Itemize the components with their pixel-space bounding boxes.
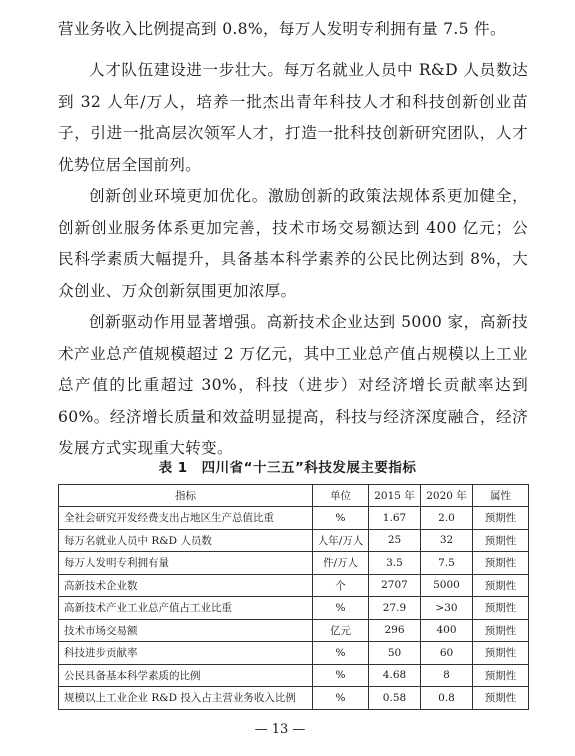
paragraph-talent: 人才队伍建设进一步壮大。每万名就业人员中 R&D 人员数达到 32 人年/万人，培养一批杰出青年科技人才和科技创新创业苗子，引进一批高层次领军人才，打造一批科技创新研究团队，人才优势位居全国前列。	[58, 61, 528, 174]
value-2015-cell: 25	[369, 529, 421, 552]
value-2015-cell: 0.58	[369, 687, 421, 710]
value-2020-cell: 0.8	[421, 687, 473, 710]
indicators-table	[58, 484, 529, 710]
attribute-cell: 预期性	[473, 529, 529, 552]
attribute-cell: 预期性	[473, 619, 529, 642]
value-2020-cell: 60	[421, 642, 473, 665]
indicator-cell: 公民具备基本科学素质的比例	[59, 664, 313, 687]
unit-cell: %	[313, 507, 369, 530]
unit-cell: 件/万人	[313, 552, 369, 575]
unit-cell: %	[313, 642, 369, 665]
table-row	[59, 687, 529, 710]
attribute-cell: 预期性	[473, 507, 529, 530]
value-2020-cell: 8	[421, 664, 473, 687]
unit-cell: 个	[313, 574, 369, 597]
table-row	[59, 552, 529, 575]
indicator-cell: 高新技术企业数	[59, 574, 313, 597]
paragraph-innovation-drive: 创新驱动作用显著增强。高新技术企业达到 5000 家，高新技术产业总产值规模超过 2 万亿元，其中工业总产值占规模以上工业总产值的比重超过 30%，科技（进步）对经济增长贡献率达到 60%。经济增长质量和效益明显提高，科技与经济深度融合，经济发展方式实现重大转变。	[58, 313, 528, 457]
page-number: — 13 —	[254, 722, 306, 737]
indicator-cell: 规模以上工业企业 R&D 投入占主营业务收入比例	[59, 687, 313, 710]
table-row	[59, 619, 529, 642]
value-2015-cell: 1.67	[369, 507, 421, 530]
value-2020-cell: 32	[421, 529, 473, 552]
indicator-cell: 高新技术产业工业总产值占工业比重	[59, 597, 313, 620]
attribute-cell: 预期性	[473, 552, 529, 575]
value-2020-cell: 5000	[421, 574, 473, 597]
value-2020-cell: 2.0	[421, 507, 473, 530]
header-2015: 2015 年	[369, 485, 421, 507]
value-2015-cell: 296	[369, 619, 421, 642]
table-caption: 表 1 四川省“十三五”科技发展主要指标	[158, 460, 417, 476]
value-2015-cell: 2707	[369, 574, 421, 597]
header-unit: 单位	[313, 485, 369, 507]
attribute-cell: 预期性	[473, 597, 529, 620]
attribute-cell: 预期性	[473, 664, 529, 687]
table-header-row	[59, 485, 529, 507]
table-row	[59, 507, 529, 530]
indicator-cell: 全社会研究开发经费支出占地区生产总值比重	[59, 507, 313, 530]
attribute-cell: 预期性	[473, 687, 529, 710]
value-2015-cell: 3.5	[369, 552, 421, 575]
value-2015-cell: 50	[369, 642, 421, 665]
unit-cell: %	[313, 597, 369, 620]
header-2020: 2020 年	[421, 485, 473, 507]
table-row	[59, 529, 529, 552]
indicator-cell: 每万人发明专利拥有量	[59, 552, 313, 575]
table-row	[59, 664, 529, 687]
table-row	[59, 574, 529, 597]
attribute-cell: 预期性	[473, 574, 529, 597]
value-2020-cell: >30	[421, 597, 473, 620]
value-2020-cell: 7.5	[421, 552, 473, 575]
header-indicator: 指标	[59, 485, 313, 507]
indicator-cell: 技术市场交易额	[59, 619, 313, 642]
indicator-cell: 每万名就业人员中 R&D 人员数	[59, 529, 313, 552]
paragraph-continuation: 营业务收入比例提高到 0.8%，每万人发明专利拥有量 7.5 件。	[58, 20, 506, 38]
unit-cell: 人年/万人	[313, 529, 369, 552]
attribute-cell: 预期性	[473, 642, 529, 665]
value-2015-cell: 27.9	[369, 597, 421, 620]
indicator-cell: 科技进步贡献率	[59, 642, 313, 665]
paragraph-environment: 创新创业环境更加优化。激励创新的政策法规体系更加健全，创新创业服务体系更加完善，技术市场交易额达到 400 亿元；公民科学素质大幅提升，具备基本科学素养的公民比例达到 8%，大众创业、万众创新氛围更加浓厚。	[58, 187, 528, 300]
unit-cell: %	[313, 664, 369, 687]
header-attribute: 属性	[473, 485, 529, 507]
table-row	[59, 642, 529, 665]
value-2020-cell: 400	[421, 619, 473, 642]
table-row	[59, 597, 529, 620]
unit-cell: %	[313, 687, 369, 710]
value-2015-cell: 4.68	[369, 664, 421, 687]
unit-cell: 亿元	[313, 619, 369, 642]
